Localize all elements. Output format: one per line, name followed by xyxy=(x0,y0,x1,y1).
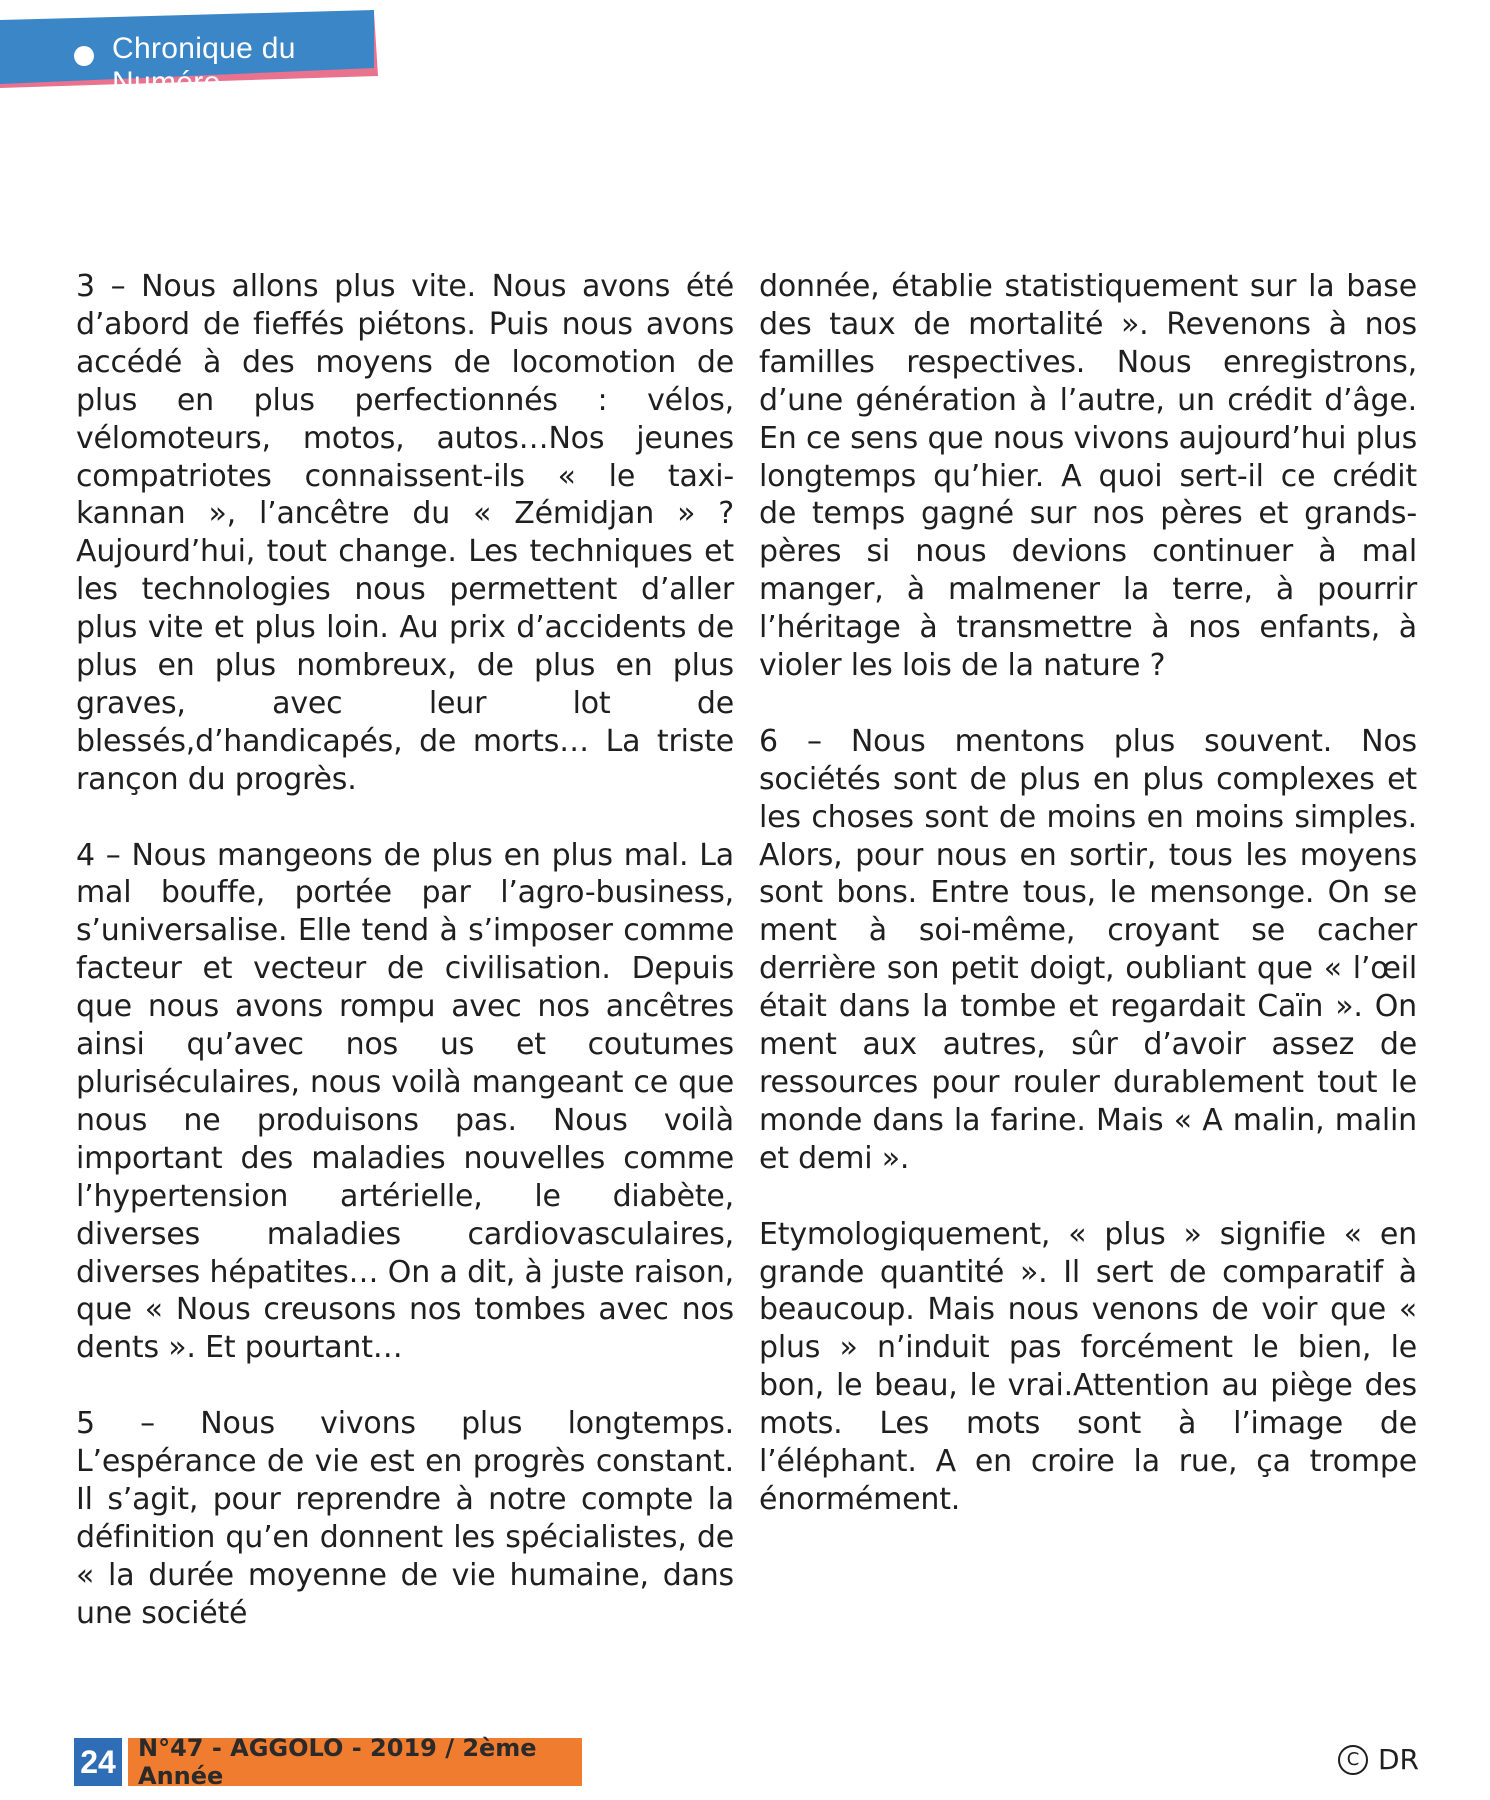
bullet-icon xyxy=(74,46,94,66)
paragraph-conclusion: Etymologiquement, « plus » signifie « en grande quantité ». Il sert de comparatif à beaucoup. Mais nous venons de voir que « plus » n’induit pas forcément le bien, le bon, le beau, le vrai.Attention au piège des mots. Les mots sont à l’image de l’éléphant. A en croire la rue, ça trompe énormément. xyxy=(759,1216,1417,1517)
paragraph-4: 4 – Nous mangeons de plus en plus mal. La mal bouffe, portée par l’agro-business, s’universalise. Elle tend à s’imposer comme facteur et vecteur de civilisation. Depuis que nous avons rompu avec nos ancêtres ainsi qu’avec nos us et coutumes pluriséculaires, nous voilà mangeant ce que nous ne produisons pas. Nous voilà important des maladies nouvelles comme l’hypertension artérielle, le diabète, diverses maladies cardiovasculaires, diverses hépatites… On a dit, à juste raison, que « Nous creusons nos tombes avec nos dents ». Et pourtant… xyxy=(76,837,734,1366)
section-label: Chronique du Numéro xyxy=(112,32,296,99)
page-number: 24 xyxy=(74,1738,122,1786)
article-column-left xyxy=(76,268,734,1670)
section-tag xyxy=(0,10,380,99)
paragraph-5-start: 5 – Nous vivons plus longtemps. L’espérance de vie est en progrès constant. Il s’agit, pour reprendre à notre compte la définition qu’en donnent les spécialistes, de « la durée moyenne de vie humaine, dans une société xyxy=(76,1406,734,1631)
credit-text: DR xyxy=(1378,1743,1420,1776)
paragraph-6: 6 – Nous mentons plus souvent. Nos sociétés sont de plus en plus complexes et les choses sont de moins en moins simples. Alors, pour nous en sortir, tous les moyens sont bons. Entre tous, le mensonge. On se ment à soi-même, croyant se cacher derrière son petit doigt, oubliant que « l’œil était dans la tombe et regardait Caïn ». On ment aux autres, sûr d’avoir assez de ressources pour rouler durablement tout le monde dans la farine. Mais « A malin, malin et demi ». xyxy=(759,723,1417,1176)
paragraph-3: 3 – Nous allons plus vite. Nous avons été d’abord de fieffés piétons. Puis nous avons accédé à des moyens de locomotion de plus en plus perfectionnés : vélos, vélomoteurs, motos, autos…Nos jeunes compatriotes connaissent-ils « le taxi-kannan », l’ancêtre du « Zémidjan » ? Aujourd’hui, tout change. Les techniques et les technologies nous permettent d’aller plus vite et plus loin. Au prix d’accidents de plus en plus nombreux, de plus en plus graves, avec leur lot de blessés,d’handicapés, de morts… La triste rançon du progrès. xyxy=(76,269,734,797)
copyright-icon: C xyxy=(1338,1745,1368,1775)
photo-credit xyxy=(1338,1743,1419,1776)
issue-label: N°47 - AGGOLO - 2019 / 2ème Année xyxy=(128,1738,582,1786)
paragraph-5-end: donnée, établie statistiquement sur la base des taux de mortalité ». Revenons à nos familles respectives. Nous enregistrons, d’une génération à l’autre, un crédit d’âge. En ce sens que nous vivons aujourd’hui plus longtemps qu’hier. A quoi sert-il ce crédit de temps gagné sur nos pères et grands-pères si nous devions continuer à mal manger, à malmener la terre, à pourrir l’héritage à transmettre à nos enfants, à violer les lois de la nature ? xyxy=(759,269,1417,684)
article-column-right xyxy=(759,268,1417,1557)
